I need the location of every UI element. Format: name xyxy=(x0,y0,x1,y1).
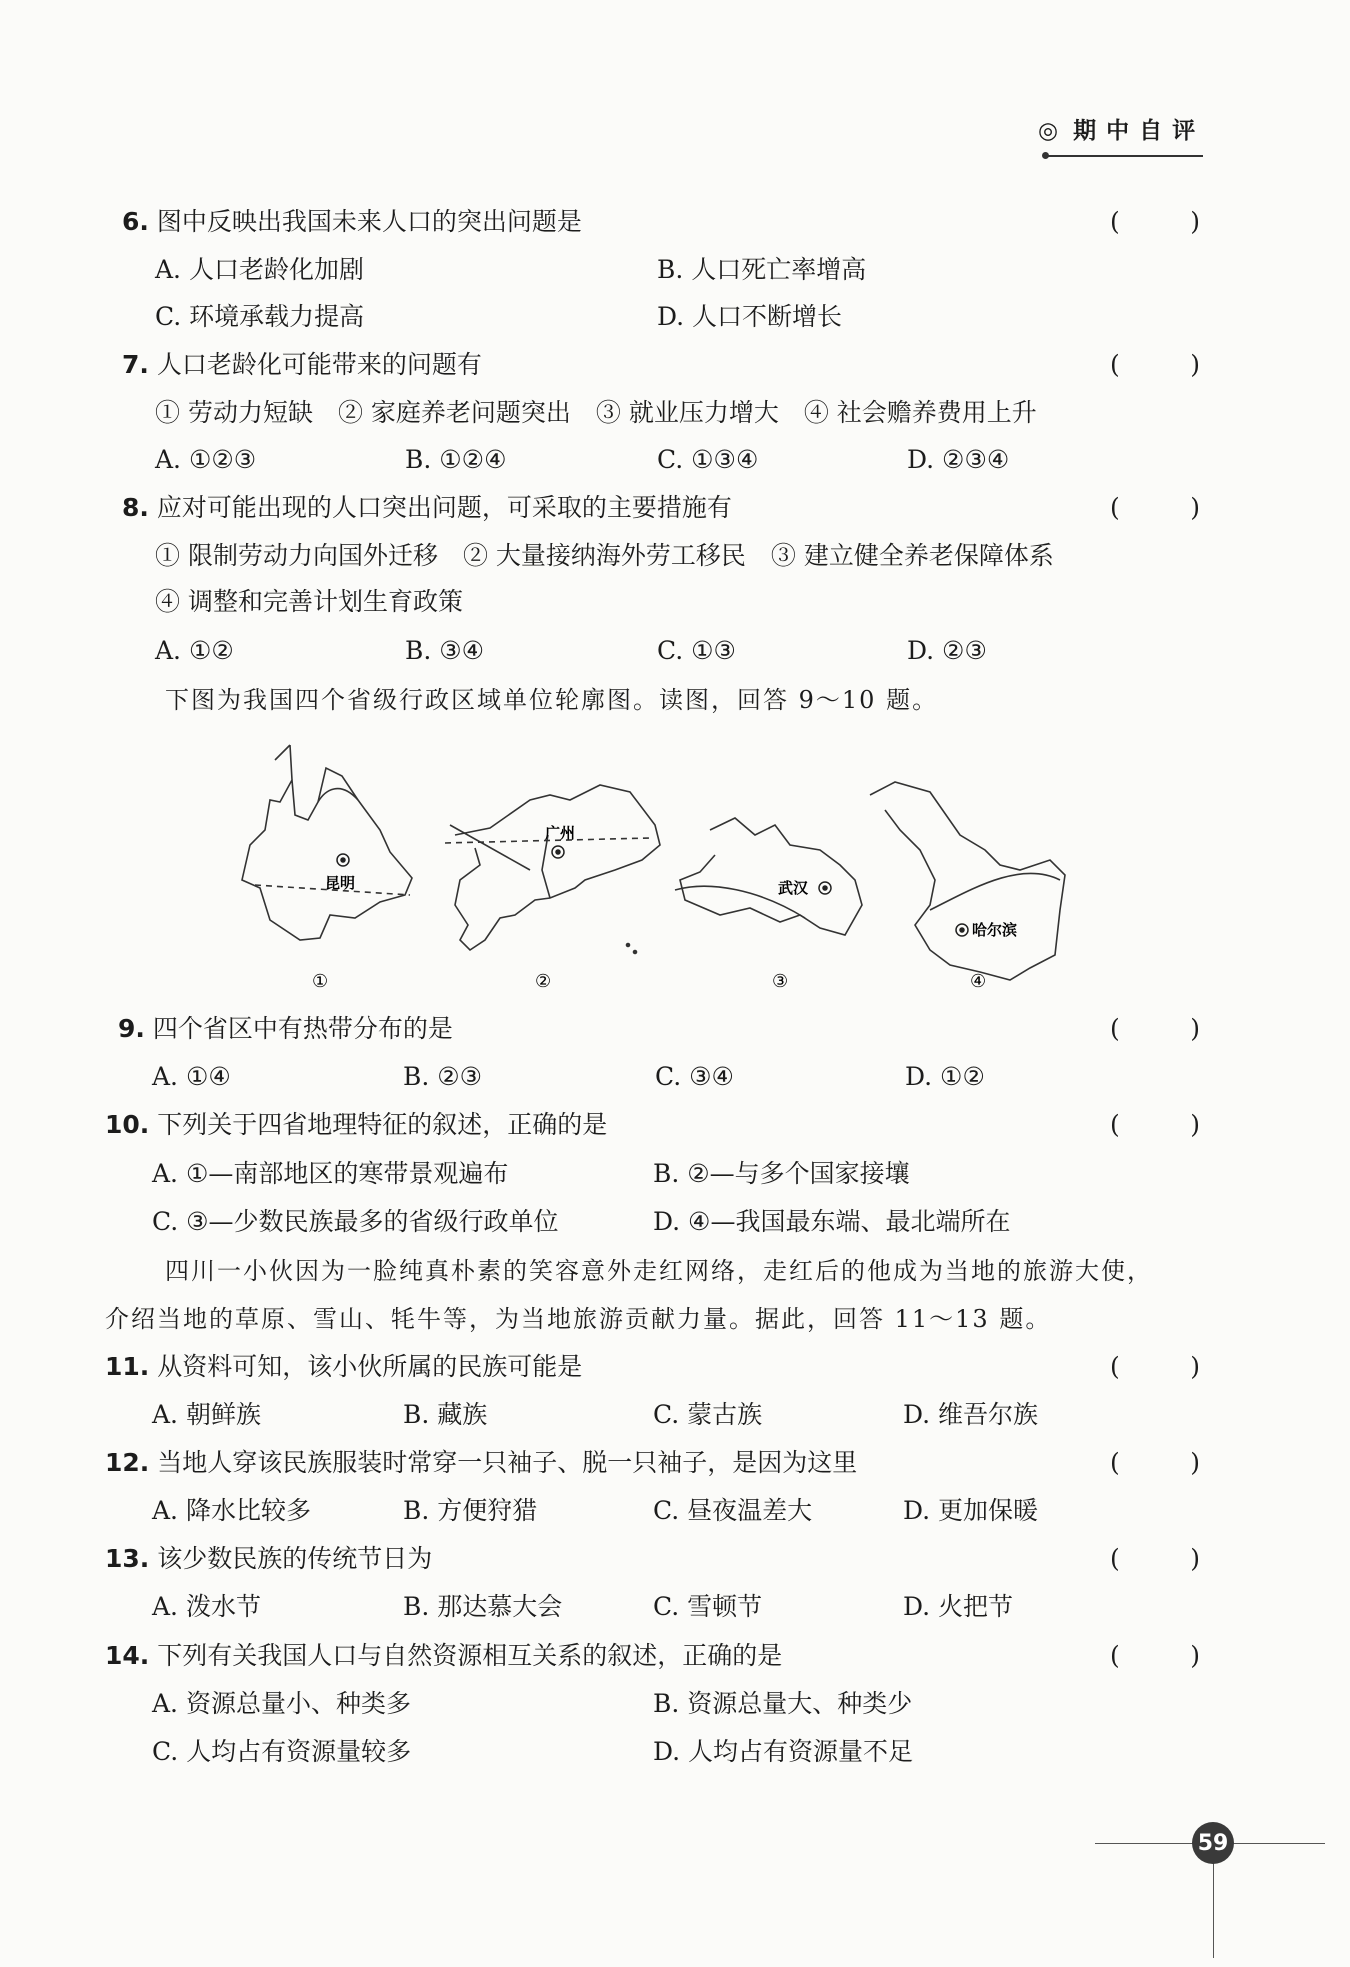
question-10 xyxy=(105,1108,607,1142)
answer-paren: ( ) xyxy=(1110,493,1200,522)
question-stem: 下列关于四省地理特征的叙述，正确的是 xyxy=(157,1110,608,1139)
answer-paren: ( ) xyxy=(1110,1352,1200,1381)
option: C. ①③④ xyxy=(657,445,759,474)
map-number: ④ xyxy=(970,971,987,992)
question-number: 7. xyxy=(122,350,149,379)
question-11 xyxy=(105,1350,582,1384)
map-hubei-outline xyxy=(675,818,862,935)
map-number: ③ xyxy=(772,971,789,992)
option: D. 火把节 xyxy=(903,1592,1014,1621)
option: C. 昼夜温差大 xyxy=(653,1496,813,1525)
map-city-label: 哈尔滨 xyxy=(972,921,1018,939)
question-14 xyxy=(105,1639,782,1673)
answer-paren: ( ) xyxy=(1110,1014,1200,1043)
map-city-label: 武汉 xyxy=(778,879,809,897)
map-city-label: 昆明 xyxy=(325,874,356,892)
option: C. 人均占有资源量较多 xyxy=(152,1737,412,1766)
option: A. 降水比较多 xyxy=(152,1496,311,1525)
answer-paren: ( ) xyxy=(1110,207,1200,236)
option: A. ①—南部地区的寒带景观遍布 xyxy=(152,1159,509,1188)
option: B. ②—与多个国家接壤 xyxy=(653,1159,910,1188)
question-12 xyxy=(105,1446,857,1480)
choice-items: ① 劳动力短缺 ② 家庭养老问题突出 ③ 就业压力增大 ④ 社会赡养费用上升 xyxy=(155,398,1037,427)
header-symbol: ◎ xyxy=(1038,118,1069,144)
question-stem: 人口老龄化可能带来的问题有 xyxy=(156,350,482,379)
option: B. ①②④ xyxy=(405,445,507,474)
province-maps-figure xyxy=(230,740,1080,1000)
option: C. 环境承载力提高 xyxy=(155,302,365,331)
question-number: 12. xyxy=(105,1448,150,1477)
option: C. ③④ xyxy=(655,1062,734,1091)
question-stem: 四个省区中有热带分布的是 xyxy=(152,1014,453,1043)
option: D. 更加保暖 xyxy=(903,1496,1039,1525)
header-rule-dot xyxy=(1042,152,1049,159)
question-number: 6. xyxy=(122,207,149,236)
option: A. ①④ xyxy=(152,1062,231,1091)
option: A. 朝鲜族 xyxy=(152,1400,261,1429)
map-heilongjiang-outline xyxy=(870,782,1065,980)
map-city-label: 广州 xyxy=(545,824,576,842)
option: D. 维吾尔族 xyxy=(903,1400,1039,1429)
option: A. ①② xyxy=(155,636,234,665)
question-stem: 该少数民族的传统节日为 xyxy=(157,1544,433,1573)
choice-items: ④ 调整和完善计划生育政策 xyxy=(155,587,463,616)
option: D. ①② xyxy=(905,1062,985,1091)
question-9 xyxy=(118,1012,453,1046)
answer-paren: ( ) xyxy=(1110,1448,1200,1477)
choice-items: ① 限制劳动力向国外迁移 ② 大量接纳海外劳工移民 ③ 建立健全养老保障体系 xyxy=(155,541,1054,570)
option: C. 蒙古族 xyxy=(653,1400,763,1429)
header-title: 期中自评 xyxy=(1073,118,1206,144)
option: C. ①③ xyxy=(657,636,736,665)
option: D. ②③ xyxy=(907,636,987,665)
option: B. ③④ xyxy=(405,636,485,665)
answer-paren: ( ) xyxy=(1110,350,1200,379)
passage-11-13-line1: 四川一小伙因为一脸纯真朴素的笑容意外走红网络，走红后的他成为当地的旅游大使， xyxy=(165,1257,1153,1285)
question-stem: 应对可能出现的人口突出问题，可采取的主要措施有 xyxy=(156,493,732,522)
option: B. 资源总量大、种类少 xyxy=(653,1689,913,1718)
page-number-badge xyxy=(1192,1822,1234,1864)
answer-paren: ( ) xyxy=(1110,1641,1200,1670)
header-rule xyxy=(1045,155,1203,157)
option: D. ④—我国最东端、最北端所在 xyxy=(653,1207,1011,1236)
question-number: 11. xyxy=(105,1352,150,1381)
option: B. 方便狩猎 xyxy=(403,1496,538,1525)
question-number: 8. xyxy=(122,493,149,522)
question-number: 9. xyxy=(118,1014,145,1043)
option: D. 人口不断增长 xyxy=(657,302,843,331)
option: C. 雪顿节 xyxy=(653,1592,763,1621)
option: B. 人口死亡率增高 xyxy=(657,255,867,284)
question-8 xyxy=(122,491,732,525)
page-number: 59 xyxy=(1197,1830,1229,1856)
question-stem: 从资料可知，该小伙所属的民族可能是 xyxy=(157,1352,583,1381)
map-yunnan-outline xyxy=(242,745,412,940)
option: D. ②③④ xyxy=(907,445,1010,474)
option: B. ②③ xyxy=(403,1062,483,1091)
option: A. ①②③ xyxy=(155,445,257,474)
question-6 xyxy=(122,205,582,239)
question-13 xyxy=(105,1542,432,1576)
answer-paren: ( ) xyxy=(1110,1110,1200,1139)
option: B. 藏族 xyxy=(403,1400,488,1429)
question-number: 10. xyxy=(105,1110,150,1139)
page-header xyxy=(1038,112,1205,145)
option: A. 泼水节 xyxy=(152,1592,261,1621)
question-stem: 当地人穿该民族服装时常穿一只袖子、脱一只袖子，是因为这里 xyxy=(157,1448,858,1477)
question-number: 14. xyxy=(105,1641,150,1670)
option: A. 资源总量小、种类多 xyxy=(152,1689,411,1718)
option: C. ③—少数民族最多的省级行政单位 xyxy=(152,1207,559,1236)
map-guangdong-outline xyxy=(455,785,660,950)
question-stem: 下列有关我国人口与自然资源相互关系的叙述，正确的是 xyxy=(157,1641,783,1670)
map-number: ① xyxy=(312,971,329,992)
intro-9-10: 下图为我国四个省级行政区域单位轮廓图。读图，回答 9～10 题。 xyxy=(165,686,939,714)
option: D. 人均占有资源量不足 xyxy=(653,1737,914,1766)
option: B. 那达慕大会 xyxy=(403,1592,563,1621)
question-7 xyxy=(122,348,482,382)
passage-11-13-line2: 介绍当地的草原、雪山、牦牛等，为当地旅游贡献力量。据此，回答 11～13 题。 xyxy=(105,1305,1052,1333)
answer-paren: ( ) xyxy=(1110,1544,1200,1573)
question-stem: 图中反映出我国未来人口的突出问题是 xyxy=(156,207,582,236)
map-number: ② xyxy=(535,971,552,992)
question-number: 13. xyxy=(105,1544,150,1573)
option: A. 人口老龄化加剧 xyxy=(155,255,364,284)
